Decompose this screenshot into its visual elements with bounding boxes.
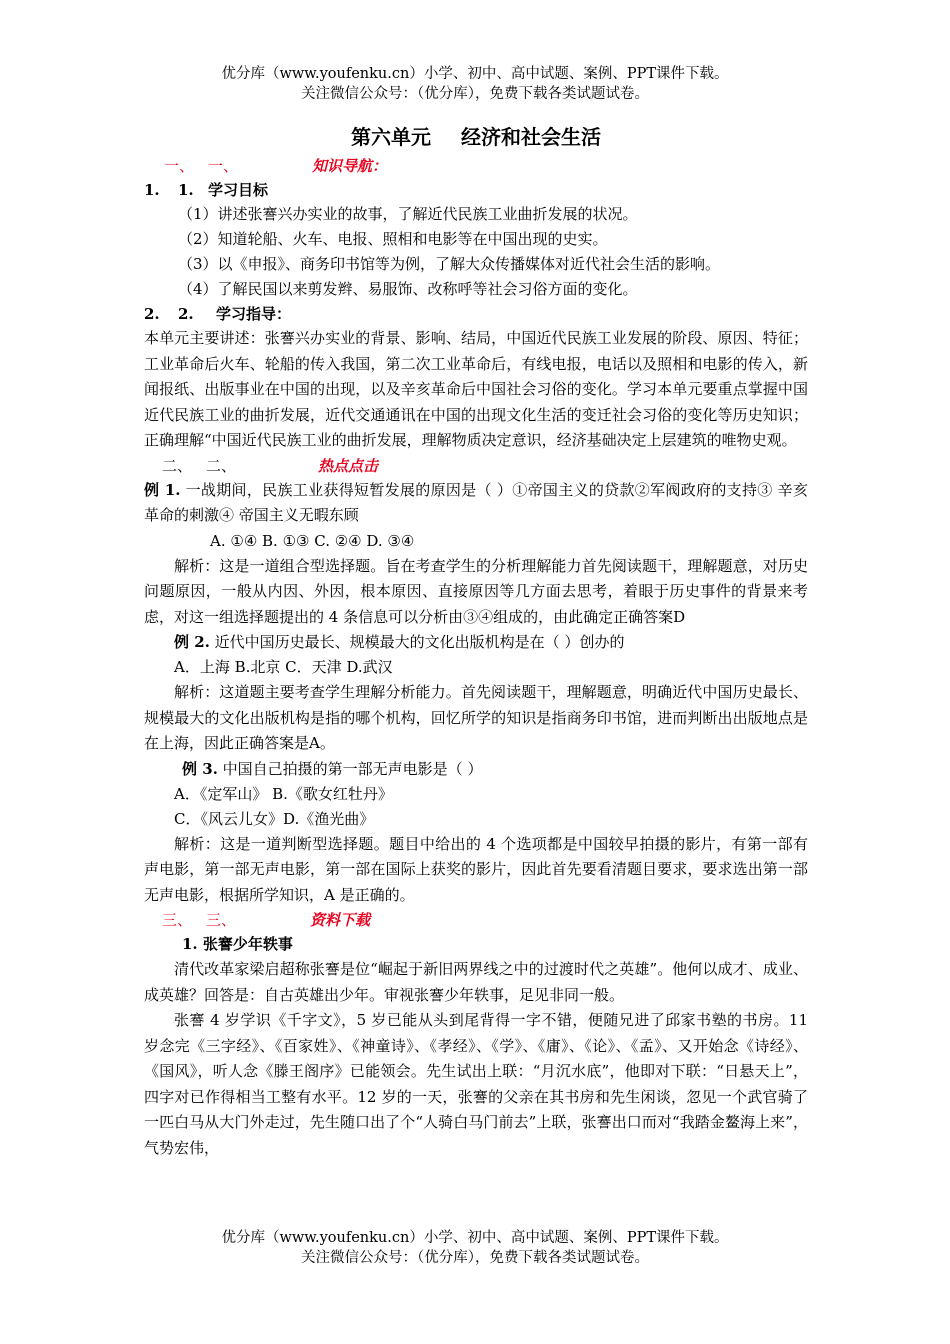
subsection-2-number: 2.: [144, 305, 160, 323]
subsection-1-title: 学习目标: [208, 181, 269, 199]
example-3-question: [144, 757, 808, 782]
example-2-question: [144, 630, 808, 655]
example-1-text: 一战期间，民族工业获得短暂发展的原因是（ ）①帝国主义的贷款②军阀政府的支持③ 辛亥革命的刺激④ 帝国主义无暇东顾: [144, 480, 808, 524]
section-3-subnumber: 三、: [206, 911, 237, 929]
example-2-options: A．上海 B.北京 C．天津 D.武汉: [174, 658, 393, 676]
story-paragraph-1: 清代改革家梁启超称张謇是位“崛起于新旧两界线之中的过渡时代之英雄”。他何以成才、成业、成英雄？回答是：自古英雄出少年。审视张謇少年轶事，足见非同一般。: [144, 960, 808, 1004]
header-line-2: 关注微信公众号：（优分库），免费下载各类试题试卷。: [301, 86, 649, 102]
example-1-label: 例 1.: [144, 480, 181, 499]
section-2-heading: [144, 454, 808, 478]
section-1-heading: [144, 154, 808, 178]
section-1-subnumber: 一、: [208, 157, 239, 175]
example-1-question: [144, 478, 808, 529]
unit-title-left: 第六单元: [351, 125, 431, 149]
example-1-options: A. ①④ B. ①③ C. ②④ D. ③④: [210, 531, 415, 550]
section-2-number: 二、: [162, 456, 193, 475]
example-3-options-ab: A．《定军山》 B.《歌女红牡丹》: [174, 784, 393, 803]
unit-title-right: 经济和社会生活: [461, 125, 601, 149]
study-guide-paragraph: 本单元主要讲述：张謇兴办实业的背景、影响、结局，中国近代民族工业发展的阶段、原因、特征；工业革命后火车、轮船的传入我国，第二次工业革命后，有线电报，电话以及照相和电影的传入，新闻报纸、出版事业在中国的出现，以及辛亥革命后中国社会习俗的变化。学习本单元要重点掌握中国近代民族工业的曲折发展，近代交通通讯在中国的出现文化生活的变迁社会习俗的变化等历史知识；正确理解“中国近代民族工业的曲折发展，理解物质决定意识，经济基础决定上层建筑的唯物史观。: [144, 329, 808, 449]
subsection-1-heading: [144, 178, 808, 202]
example-1-analysis: 解析：这是一道组合型选择题。旨在考查学生的分析理解能力首先阅读题干，理解题意，对历史问题原因，一般从内因、外因，根本原因、直接原因等几方面去思考，着眼于历史事件的背景来考虑，对这一组选择题提出的 4 条信息可以分析由③④组成的，由此确定正确答案D: [144, 556, 808, 626]
section-1-title: 知识导航：: [312, 157, 388, 175]
footer-line-1: 优分库（www.youfenku.cn）小学、初中、高中试题、案例、PPT课件下载。: [221, 1230, 729, 1246]
example-3-analysis: 解析：这是一道判断型选择题。题目中给出的 4 个选项都是中国较早拍摄的影片，有第一部有声电影，第一部无声电影，第一部在国际上获奖的影片，因此首先要看清题目要求，要求选出第一部无声电影，根据所学知识，A 是正确的。: [144, 834, 808, 904]
header-line-1: 优分库（www.youfenku.cn）小学、初中、高中试题、案例、PPT课件下载。: [221, 66, 729, 82]
example-2-text: 近代中国历史最长、规模最大的文化出版机构是在（ ）创办的: [214, 633, 625, 651]
document-body: [144, 122, 808, 1161]
example-2-label: 例 2.: [174, 633, 210, 651]
subsection-2-title: 学习指导：: [216, 305, 292, 323]
subsection-2-heading: [144, 302, 808, 326]
story-title: 1. 张謇少年轶事: [182, 935, 293, 953]
section-3-heading: [144, 908, 808, 932]
unit-title: [144, 122, 808, 152]
goal-item: （1）讲述张謇兴办实业的故事，了解近代民族工业曲折发展的状况。: [178, 205, 638, 223]
story-paragraph-2: 张謇 4 岁学识《千字文》，5 岁已能从头到尾背得一字不错，便随兄进了邱家书塾的书房。11 岁念完《三字经》、《百家姓》、《神童诗》、《孝经》、《学》、《庸》、《论》、《孟》、又开始念《诗经》、《国风》，听人念《滕王阁序》已能领会。先生试出上联：“月沉水底”，他即对下联：“日悬天上”，四字对已作得相当工整有水平。12 岁的一天，张謇的父亲在其书房和先生闲谈，忽见一个武官骑了一匹白马从大门外走过，先生随口出了个“人骑白马门前去”上联，张謇出口而对“我踏金鳌海上来”，气势宏伟，: [144, 1011, 808, 1157]
subsection-1-subnumber: 1.: [178, 181, 194, 199]
section-3-number: 三、: [162, 911, 193, 929]
goal-item: （2）知道轮船、火车、电报、照相和电影等在中国出现的史实。: [178, 230, 608, 248]
section-3-title: 资料下载: [310, 911, 371, 929]
section-2-title: 热点点击: [318, 456, 379, 475]
page-header: [0, 64, 950, 104]
goal-item: （3）以《申报》、商务印书馆等为例，了解大众传播媒体对近代社会生活的影响。: [178, 255, 721, 273]
page-footer: [0, 1228, 950, 1268]
section-2-subnumber: 二、: [206, 456, 237, 475]
example-3-label: 例 3.: [182, 759, 218, 778]
example-2-analysis: 解析：这道题主要考查学生理解分析能力。首先阅读题干，理解题意，明确近代中国历史最长、规模最大的文化出版机构是指的哪个机构，回忆所学的知识是指商务印书馆，进而判断出出版地点是在上海，因此正确答案是A。: [144, 683, 808, 752]
subsection-2-subnumber: 2.: [178, 305, 194, 323]
example-3-options-cd: C．《风云儿女》D.《渔光曲》: [174, 809, 375, 828]
subsection-1-number: 1.: [144, 181, 160, 199]
example-3-text: 中国自己拍摄的第一部无声电影是（ ）: [222, 759, 483, 778]
footer-line-2: 关注微信公众号：（优分库），免费下载各类试题试卷。: [301, 1250, 649, 1266]
goal-item: （4）了解民国以来剪发辫、易服饰、改称呼等社会习俗方面的变化。: [178, 280, 638, 298]
section-1-number: 一、: [164, 157, 195, 175]
